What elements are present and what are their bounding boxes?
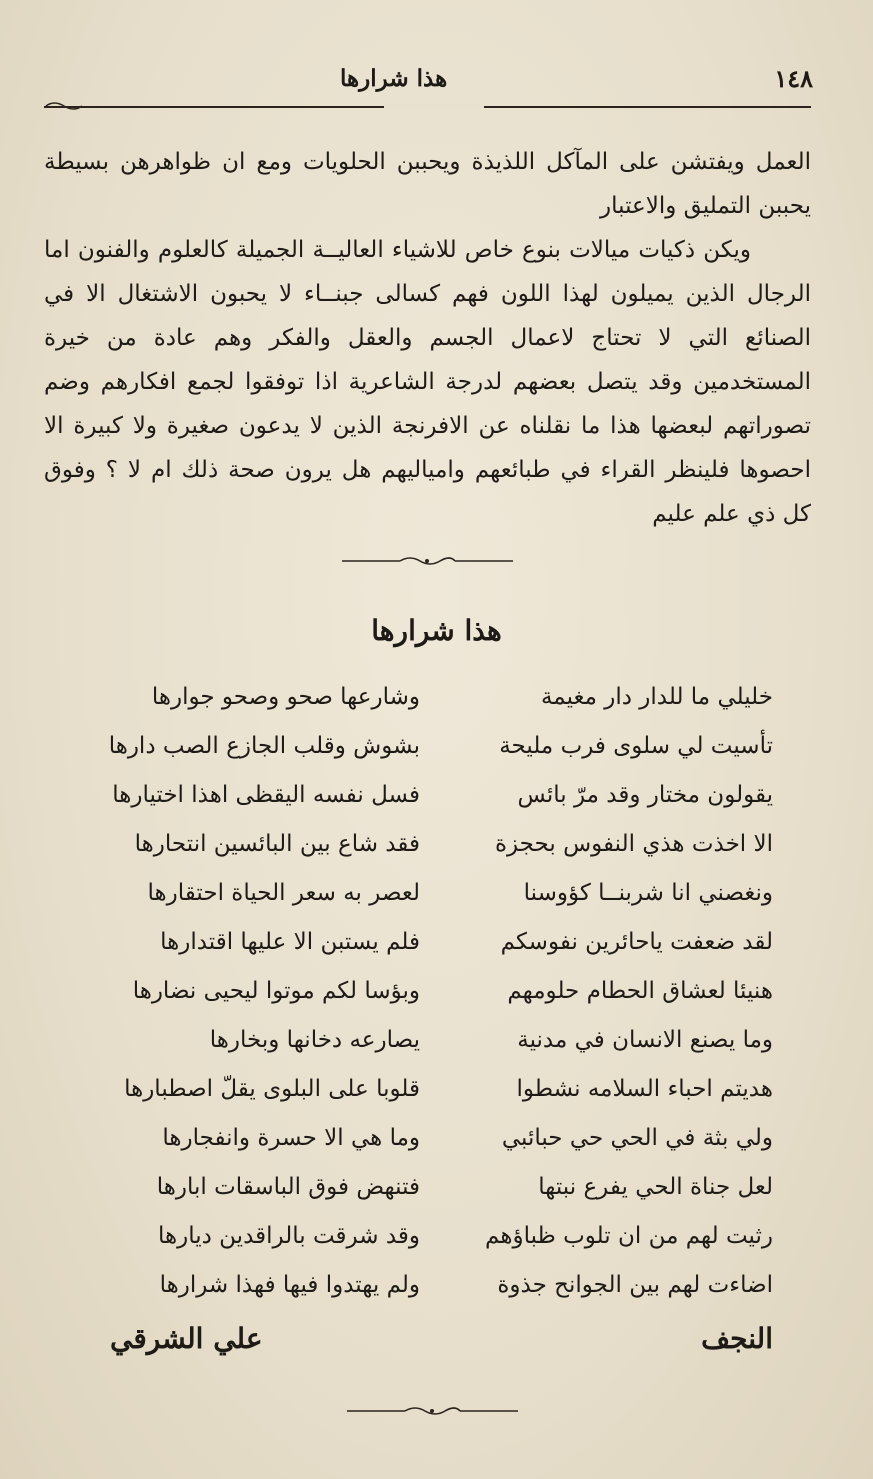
verse <box>90 721 773 770</box>
hemistich-first: هديتم احباء السلامه نشطوا <box>516 1075 773 1102</box>
signature-author: علي الشرقي <box>110 1322 263 1355</box>
paragraph: ويكن ذكيات ميالات بنوع خاص للاشياء العاليــة الجميلة كالعلوم والفنون اما الرجال الذين يميلون لهذا اللون فهم كسالى جبنــاء لا يحبون الاشتغال الا في الصنائع التي لا تحتاج لاعمال الجسم والعقل والفكر وهم عادة من خيرة المستخدمين وقد يتصل بعضهم لدرجة الشاعرية اذا توفقوا لجمع افكارهم وضم تصوراتهم لبعضها هذا ما نقلناه عن الافرنجة الذين لا يدعون صغيرة ولا كبيرة الا احصوها فلينظر القراء في طبائعهم وامياليهم هل يرون صحة ذلك ام لا ؟ وفوق كل ذي علم عليم <box>44 237 811 527</box>
verse <box>90 1211 773 1260</box>
hemistich-second: وقد شرقت بالراقدين ديارها <box>157 1222 420 1249</box>
verse <box>90 1015 773 1064</box>
paragraph: العمل ويفتشن على المآكل اللذيذة ويحببن الحلويات ومع ان ظواهرهن بسيطة يحببن التمليق والاعتبار <box>44 149 811 219</box>
hemistich-first: خليلي ما للدار دار مغيمة <box>540 683 773 710</box>
hemistich-first: اضاءت لهم بين الجوانح جذوة <box>497 1271 773 1298</box>
header-ornament <box>44 100 84 112</box>
verse <box>90 1064 773 1113</box>
poem-title: هذا شرارها <box>371 614 502 647</box>
verse <box>90 1260 773 1309</box>
hemistich-second: فتنهض فوق الباسقات ابارها <box>156 1173 420 1200</box>
poem <box>90 672 773 1309</box>
hemistich-first: تأسيت لي سلوى فرب مليحة <box>499 732 773 759</box>
hemistich-first: لقد ضعفت ياحائرين نفوسكم <box>500 928 773 955</box>
hemistich-first: يقولون مختار وقد مرّ بائس <box>517 781 773 808</box>
hemistich-second: فلم يستبن الا عليها اقتدارها <box>160 928 420 955</box>
verse <box>90 770 773 819</box>
header-rule <box>44 106 811 108</box>
running-title: هذا شرارها <box>340 64 448 92</box>
hemistich-first: رثيت لهم من ان تلوب ظباؤهم <box>485 1222 773 1249</box>
hemistich-second: بشوش وقلب الجازع الصب دارها <box>108 732 420 759</box>
hemistich-second: فسل نفسه اليقظى اهذا اختيارها <box>112 781 420 808</box>
hemistich-first: ولي بثة في الحي حي حبائبي <box>501 1124 773 1151</box>
hemistich-second: ولم يهتدوا فيها فهذا شرارها <box>159 1271 420 1298</box>
verse <box>90 966 773 1015</box>
signature-line <box>110 1322 773 1355</box>
verse <box>90 1113 773 1162</box>
hemistich-second: لعصر به سعر الحياة احتقارها <box>147 879 420 906</box>
page-number: ١٤٨ <box>774 63 813 93</box>
hemistich-first: هنيئا لعشاق الحطام حلومهم <box>507 977 773 1004</box>
hemistich-first: ونغصني انا شربنــا كؤوسنا <box>523 879 773 906</box>
hemistich-second: يصارعه دخانها وبخارها <box>209 1026 420 1053</box>
section-divider <box>340 554 515 568</box>
hemistich-second: وما هي الا حسرة وانفجارها <box>162 1124 420 1151</box>
hemistich-second: وشارعها صحو وصحو جوارها <box>151 683 420 710</box>
verse <box>90 672 773 721</box>
page-header <box>40 58 813 98</box>
verse <box>90 1162 773 1211</box>
signature-place: النجف <box>701 1322 773 1355</box>
end-divider <box>345 1404 520 1418</box>
verse <box>90 819 773 868</box>
hemistich-first: الا اخذت هذي النفوس بحجزة <box>494 830 773 857</box>
hemistich-second: وبؤسا لكم موتوا ليحيى نضارها <box>132 977 420 1004</box>
verse <box>90 917 773 966</box>
verse <box>90 868 773 917</box>
hemistich-first: وما يصنع الانسان في مدنية <box>517 1026 773 1053</box>
hemistich-second: قلوبا على البلوى يقلّ اصطبارها <box>124 1075 420 1102</box>
hemistich-second: فقد شاع بين البائسين انتحارها <box>134 830 420 857</box>
hemistich-first: لعل جناة الحي يفرع نبتها <box>538 1173 773 1200</box>
article-text <box>44 140 811 536</box>
